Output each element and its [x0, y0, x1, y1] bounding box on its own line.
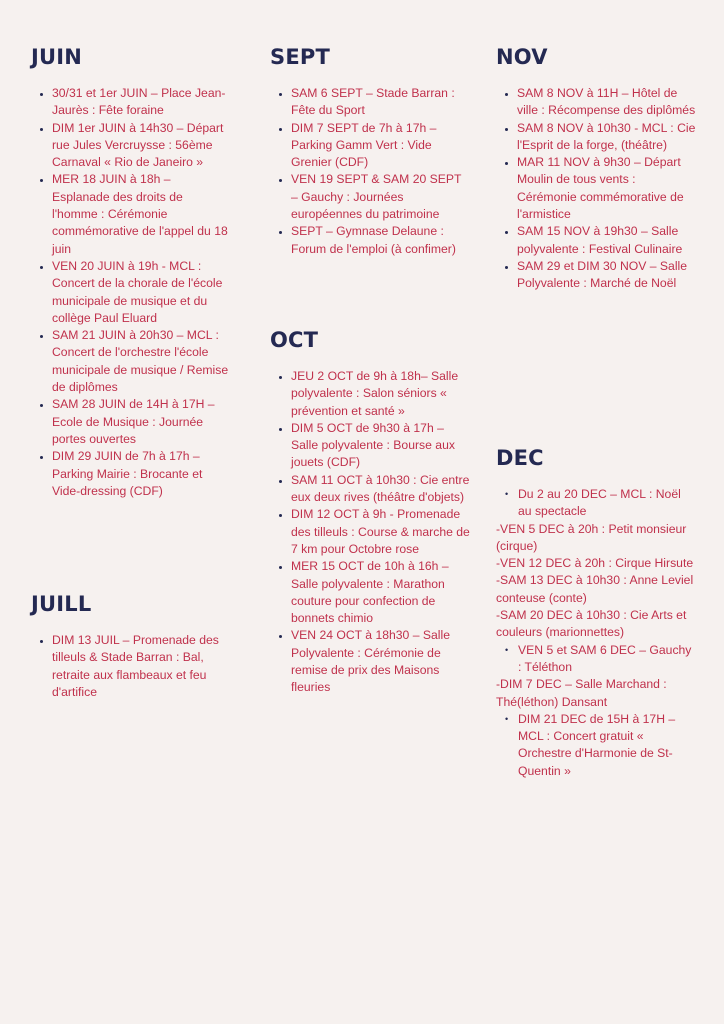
event-list-nov — [496, 85, 696, 293]
list-item: • 30/31 et 1er JUIN – Place Jean-Jaurès : Fête foraine — [52, 85, 231, 120]
section-dec — [496, 446, 696, 780]
list-item: • DIM 1er JUIN à 14h30 – Départ rue Jules Vercruysse : 56ème Carnaval « Rio de Janeiro » — [52, 120, 231, 172]
list-item: • SAM 29 et DIM 30 NOV – Salle Polyvalente : Marché de Noël — [517, 258, 696, 293]
section-title-dec: DEC — [496, 446, 544, 470]
section-juin — [31, 45, 231, 500]
list-item: • Du 2 au 20 DEC – MCL : Noël au spectacle — [496, 486, 696, 521]
list-item: • VEN 20 JUIN à 19h - MCL : Concert de la chorale de l'école municipale de musique et du collège Paul Eluard — [52, 258, 231, 327]
list-item: • DIM 5 OCT de 9h30 à 17h – Salle polyvalente : Bourse aux jouets (CDF) — [291, 420, 470, 472]
event-list-dec — [496, 486, 696, 780]
list-item: • JEU 2 OCT de 9h à 18h– Salle polyvalente : Salon séniors « prévention et santé » — [291, 368, 470, 420]
list-item: -VEN 5 DEC à 20h : Petit monsieur (cirque) — [496, 521, 687, 553]
list-item: -VEN 12 DEC à 20h : Cirque Hirsute — [496, 556, 694, 571]
list-item: • SAM 8 NOV à 11H – Hôtel de ville : Récompense des diplômés — [517, 85, 696, 120]
event-list-sept — [270, 85, 470, 258]
list-item: • MER 15 OCT de 10h à 16h – Salle polyvalente : Marathon couture pour confection de bonnets chimio — [291, 558, 470, 627]
section-title-juin: JUIN — [31, 45, 83, 69]
section-juill — [31, 592, 231, 701]
list-item: • SAM 6 SEPT – Stade Barran : Fête du Sport — [291, 85, 470, 120]
list-item: • VEN 19 SEPT & SAM 20 SEPT – Gauchy : Journées européennes du patrimoine — [291, 171, 470, 223]
list-item: • SAM 28 JUIN de 14H à 17H – Ecole de Musique : Journée portes ouvertes — [52, 396, 231, 448]
section-title-juill: JUILL — [31, 592, 92, 616]
section-title-sept: SEPT — [270, 45, 330, 69]
list-item: -SAM 20 DEC à 10h30 : Cie Arts et couleurs (marionnettes) — [496, 608, 687, 640]
list-item: • SAM 21 JUIN à 20h30 – MCL : Concert de l'orchestre l'école municipale de musique / Remise de diplômes — [52, 327, 231, 396]
list-item: • DIM 7 SEPT de 7h à 17h – Parking Gamm Vert : Vide Grenier (CDF) — [291, 120, 470, 172]
section-title-nov: NOV — [496, 45, 548, 69]
list-item: • VEN 5 et SAM 6 DEC – Gauchy : Téléthon — [496, 642, 696, 677]
list-item: • MER 18 JUIN à 18h – Esplanade des droits de l'homme : Cérémonie commémorative de l'appel du 18 juin — [52, 171, 231, 257]
event-list-oct — [270, 368, 470, 697]
list-item: • DIM 13 JUIL – Promenade des tilleuls & Stade Barran : Bal, retraite aux flambeaux et feu d'artifice — [52, 632, 231, 701]
list-item: • DIM 21 DEC de 15H à 17H – MCL : Concert gratuit « Orchestre d'Harmonie de St-Quentin » — [496, 711, 696, 780]
section-oct — [270, 328, 470, 697]
list-item: • VEN 24 OCT à 18h30 – Salle Polyvalente : Cérémonie de remise de prix des Maisons fleuries — [291, 627, 470, 696]
section-sept — [270, 45, 470, 258]
list-item: • SAM 8 NOV à 10h30 - MCL : Cie l'Esprit de la forge, (théâtre) — [517, 120, 696, 155]
section-title-oct: OCT — [270, 328, 319, 352]
list-item: • DIM 29 JUIN de 7h à 17h – Parking Mairie : Brocante et Vide-dressing (CDF) — [52, 448, 231, 500]
list-item: • DIM 12 OCT à 9h - Promenade des tilleuls : Course & marche de 7 km pour Octobre rose — [291, 506, 470, 558]
list-item: -DIM 7 DEC – Salle Marchand : Thé(léthon) Dansant — [496, 677, 667, 709]
list-item: • SAM 15 NOV à 19h30 – Salle polyvalente : Festival Culinaire — [517, 223, 696, 258]
event-list-juill — [31, 632, 231, 701]
list-item: • MAR 11 NOV à 9h30 – Départ Moulin de tous vents : Cérémonie commémorative de l'armistice — [517, 154, 696, 223]
event-list-juin — [31, 85, 231, 500]
list-item: -SAM 13 DEC à 10h30 : Anne Leviel conteuse (conte) — [496, 573, 694, 605]
list-item: • SAM 11 OCT à 10h30 : Cie entre eux deux rives (théâtre d'objets) — [291, 472, 470, 507]
list-item: • SEPT – Gymnase Delaune : Forum de l'emploi (à confimer) — [291, 223, 470, 258]
section-nov — [496, 45, 696, 293]
